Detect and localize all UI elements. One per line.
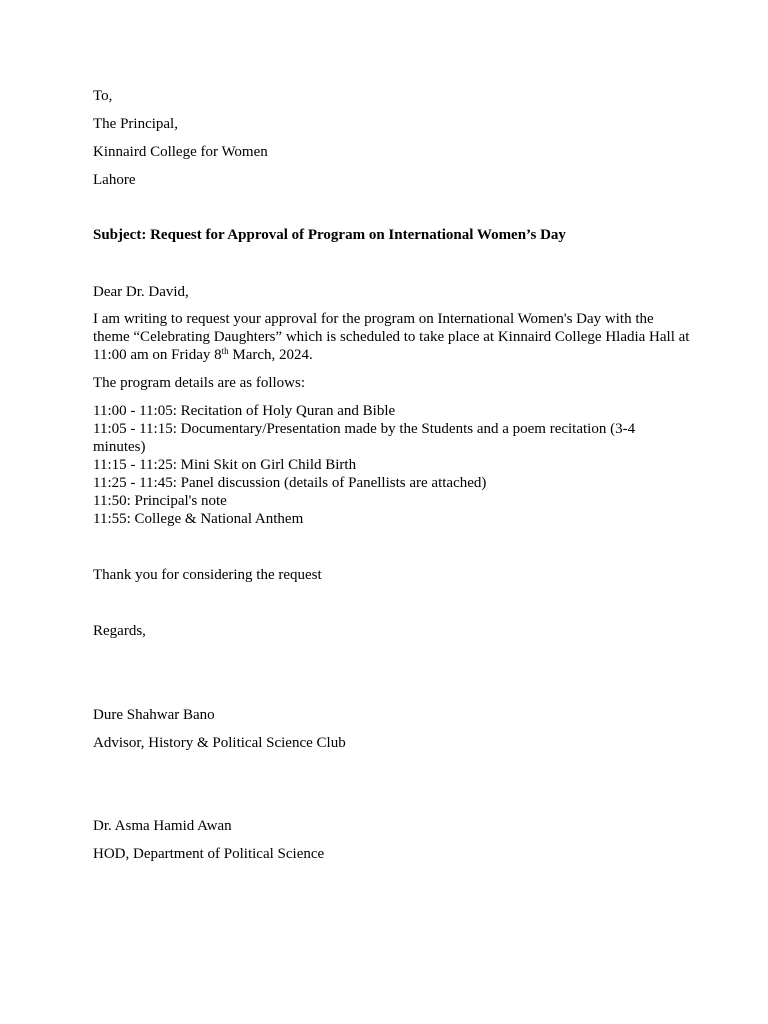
schedule-item: 11:15 - 11:25: Mini Skit on Girl Child Birth: [93, 457, 357, 473]
to-line: To,: [93, 88, 113, 104]
greeting: Dear Dr. David,: [93, 284, 189, 300]
signatory-2-role: HOD, Department of Political Science: [93, 846, 325, 862]
schedule-list: [93, 402, 683, 528]
schedule-item: 11:55: College & National Anthem: [93, 511, 304, 527]
schedule-item: 11:05 - 11:15: Documentary/Presentation made by the Students and a poem recitation (3-4 minutes): [93, 421, 636, 455]
subject-line: Subject: Request for Approval of Program on International Women’s Day: [93, 227, 566, 243]
schedule-item: 11:50: Principal's note: [93, 493, 227, 509]
recipient-title: The Principal,: [93, 116, 178, 132]
intro-text-end: March, 2024.: [228, 347, 313, 363]
closing-line: Thank you for considering the request: [93, 567, 322, 583]
signatory-1-role: Advisor, History & Political Science Club: [93, 735, 346, 751]
details-intro: The program details are as follows:: [93, 375, 306, 391]
intro-text: I am writing to request your approval for the program on International Women's Day with the theme “Celebrating Daughters” which is scheduled to take place at Kinnaird College Hladia Hall at 11:00 am on Friday 8: [93, 311, 690, 363]
intro-date-suffix: th: [221, 346, 229, 356]
regards: Regards,: [93, 623, 146, 639]
recipient-city: Lahore: [93, 172, 136, 188]
recipient-institution: Kinnaird College for Women: [93, 144, 268, 160]
schedule-item: 11:00 - 11:05: Recitation of Holy Quran and Bible: [93, 403, 396, 419]
signatory-2-name: Dr. Asma Hamid Awan: [93, 818, 232, 834]
schedule-item: 11:25 - 11:45: Panel discussion (details of Panellists are attached): [93, 475, 487, 491]
signatory-1-name: Dure Shahwar Bano: [93, 707, 215, 723]
intro-paragraph: [93, 310, 693, 364]
